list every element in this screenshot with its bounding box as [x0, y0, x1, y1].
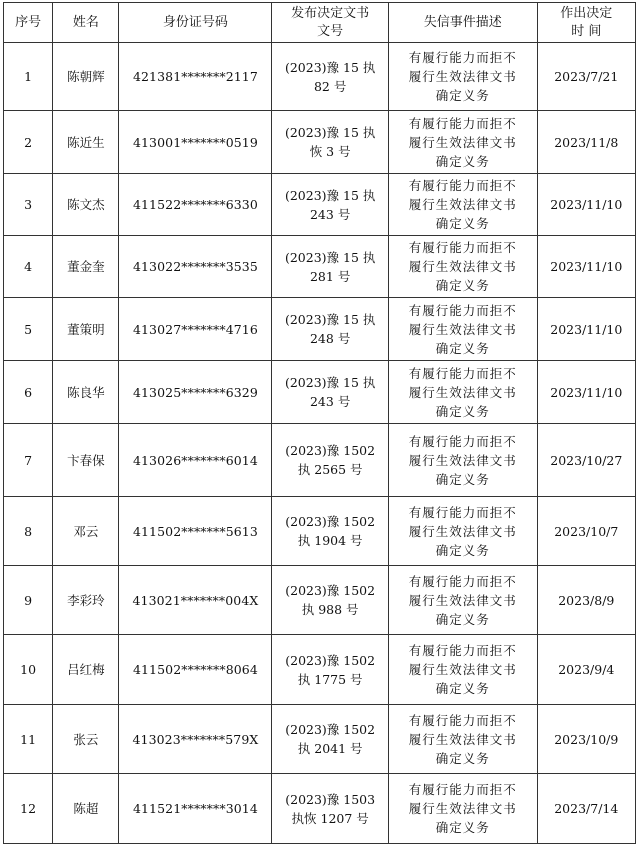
cell-doc: (2023)豫 15 执 243 号 — [272, 174, 389, 236]
table-row — [4, 497, 636, 566]
cell-doc: (2023)豫 15 执 恢 3 号 — [272, 111, 389, 174]
table-row — [4, 43, 636, 111]
cell-name: 陈超 — [53, 774, 119, 844]
cell-date: 2023/11/10 — [537, 298, 635, 361]
cell-desc: 有履行能力而拒不 履行生效法律文书 确定义务 — [388, 424, 537, 497]
cell-name: 董金奎 — [53, 236, 119, 298]
cell-id: 411502*******5613 — [119, 497, 272, 566]
cell-doc: (2023)豫 1503 执恢 1207 号 — [272, 774, 389, 844]
cell-no: 2 — [4, 111, 53, 174]
table-body — [4, 43, 636, 844]
table-row — [4, 361, 636, 424]
cell-date: 2023/11/8 — [537, 111, 635, 174]
cell-id: 411522*******6330 — [119, 174, 272, 236]
cell-date: 2023/7/14 — [537, 774, 635, 844]
cell-doc: (2023)豫 15 执 248 号 — [272, 298, 389, 361]
table-row — [4, 774, 636, 844]
cell-no: 9 — [4, 566, 53, 635]
cell-name: 李彩玲 — [53, 566, 119, 635]
table-row — [4, 174, 636, 236]
cell-no: 5 — [4, 298, 53, 361]
cell-no: 6 — [4, 361, 53, 424]
cell-desc: 有履行能力而拒不 履行生效法律文书 确定义务 — [388, 566, 537, 635]
table-row — [4, 236, 636, 298]
cell-name: 吕红梅 — [53, 635, 119, 705]
cell-id: 413022*******3535 — [119, 236, 272, 298]
cell-desc: 有履行能力而拒不 履行生效法律文书 确定义务 — [388, 705, 537, 774]
cell-desc: 有履行能力而拒不 履行生效法律文书 确定义务 — [388, 774, 537, 844]
cell-id: 413026*******6014 — [119, 424, 272, 497]
table-row — [4, 111, 636, 174]
header-doc: 发布决定文书 文号 — [272, 3, 389, 43]
cell-date: 2023/10/27 — [537, 424, 635, 497]
table-row — [4, 635, 636, 705]
cell-name: 陈朝辉 — [53, 43, 119, 111]
cell-name: 卞春保 — [53, 424, 119, 497]
cell-doc: (2023)豫 1502 执 988 号 — [272, 566, 389, 635]
cell-no: 1 — [4, 43, 53, 111]
cell-doc: (2023)豫 15 执 82 号 — [272, 43, 389, 111]
header-date: 作出决定 时 间 — [537, 3, 635, 43]
cell-no: 4 — [4, 236, 53, 298]
cell-desc: 有履行能力而拒不 履行生效法律文书 确定义务 — [388, 236, 537, 298]
cell-id: 413023*******579X — [119, 705, 272, 774]
table-row — [4, 298, 636, 361]
header-name: 姓名 — [53, 3, 119, 43]
header-no: 序号 — [4, 3, 53, 43]
cell-desc: 有履行能力而拒不 履行生效法律文书 确定义务 — [388, 174, 537, 236]
cell-id: 411502*******8064 — [119, 635, 272, 705]
cell-doc: (2023)豫 1502 执 1904 号 — [272, 497, 389, 566]
header-desc: 失信事件描述 — [388, 3, 537, 43]
cell-no: 8 — [4, 497, 53, 566]
cell-id: 421381*******2117 — [119, 43, 272, 111]
cell-date: 2023/7/21 — [537, 43, 635, 111]
cell-id: 413027*******4716 — [119, 298, 272, 361]
cell-name: 张云 — [53, 705, 119, 774]
table-row — [4, 705, 636, 774]
dishonest-persons-table — [3, 2, 636, 844]
cell-doc: (2023)豫 1502 执 2041 号 — [272, 705, 389, 774]
cell-name: 董策明 — [53, 298, 119, 361]
cell-desc: 有履行能力而拒不 履行生效法律文书 确定义务 — [388, 635, 537, 705]
cell-name: 邓云 — [53, 497, 119, 566]
header-id: 身份证号码 — [119, 3, 272, 43]
cell-desc: 有履行能力而拒不 履行生效法律文书 确定义务 — [388, 111, 537, 174]
cell-desc: 有履行能力而拒不 履行生效法律文书 确定义务 — [388, 497, 537, 566]
table-row — [4, 566, 636, 635]
cell-doc: (2023)豫 15 执 243 号 — [272, 361, 389, 424]
cell-no: 10 — [4, 635, 53, 705]
cell-doc: (2023)豫 15 执 281 号 — [272, 236, 389, 298]
cell-id: 413001*******0519 — [119, 111, 272, 174]
cell-no: 7 — [4, 424, 53, 497]
cell-no: 3 — [4, 174, 53, 236]
table-row — [4, 424, 636, 497]
cell-doc: (2023)豫 1502 执 2565 号 — [272, 424, 389, 497]
cell-desc: 有履行能力而拒不 履行生效法律文书 确定义务 — [388, 361, 537, 424]
cell-name: 陈近生 — [53, 111, 119, 174]
cell-date: 2023/11/10 — [537, 361, 635, 424]
cell-id: 413025*******6329 — [119, 361, 272, 424]
cell-id: 413021*******004X — [119, 566, 272, 635]
cell-desc: 有履行能力而拒不 履行生效法律文书 确定义务 — [388, 298, 537, 361]
cell-id: 411521*******3014 — [119, 774, 272, 844]
cell-date: 2023/11/10 — [537, 236, 635, 298]
cell-date: 2023/10/9 — [537, 705, 635, 774]
cell-desc: 有履行能力而拒不 履行生效法律文书 确定义务 — [388, 43, 537, 111]
cell-date: 2023/10/7 — [537, 497, 635, 566]
cell-date: 2023/9/4 — [537, 635, 635, 705]
cell-doc: (2023)豫 1502 执 1775 号 — [272, 635, 389, 705]
cell-name: 陈文杰 — [53, 174, 119, 236]
cell-date: 2023/11/10 — [537, 174, 635, 236]
cell-name: 陈良华 — [53, 361, 119, 424]
cell-date: 2023/8/9 — [537, 566, 635, 635]
header-row — [4, 3, 636, 43]
cell-no: 12 — [4, 774, 53, 844]
cell-no: 11 — [4, 705, 53, 774]
